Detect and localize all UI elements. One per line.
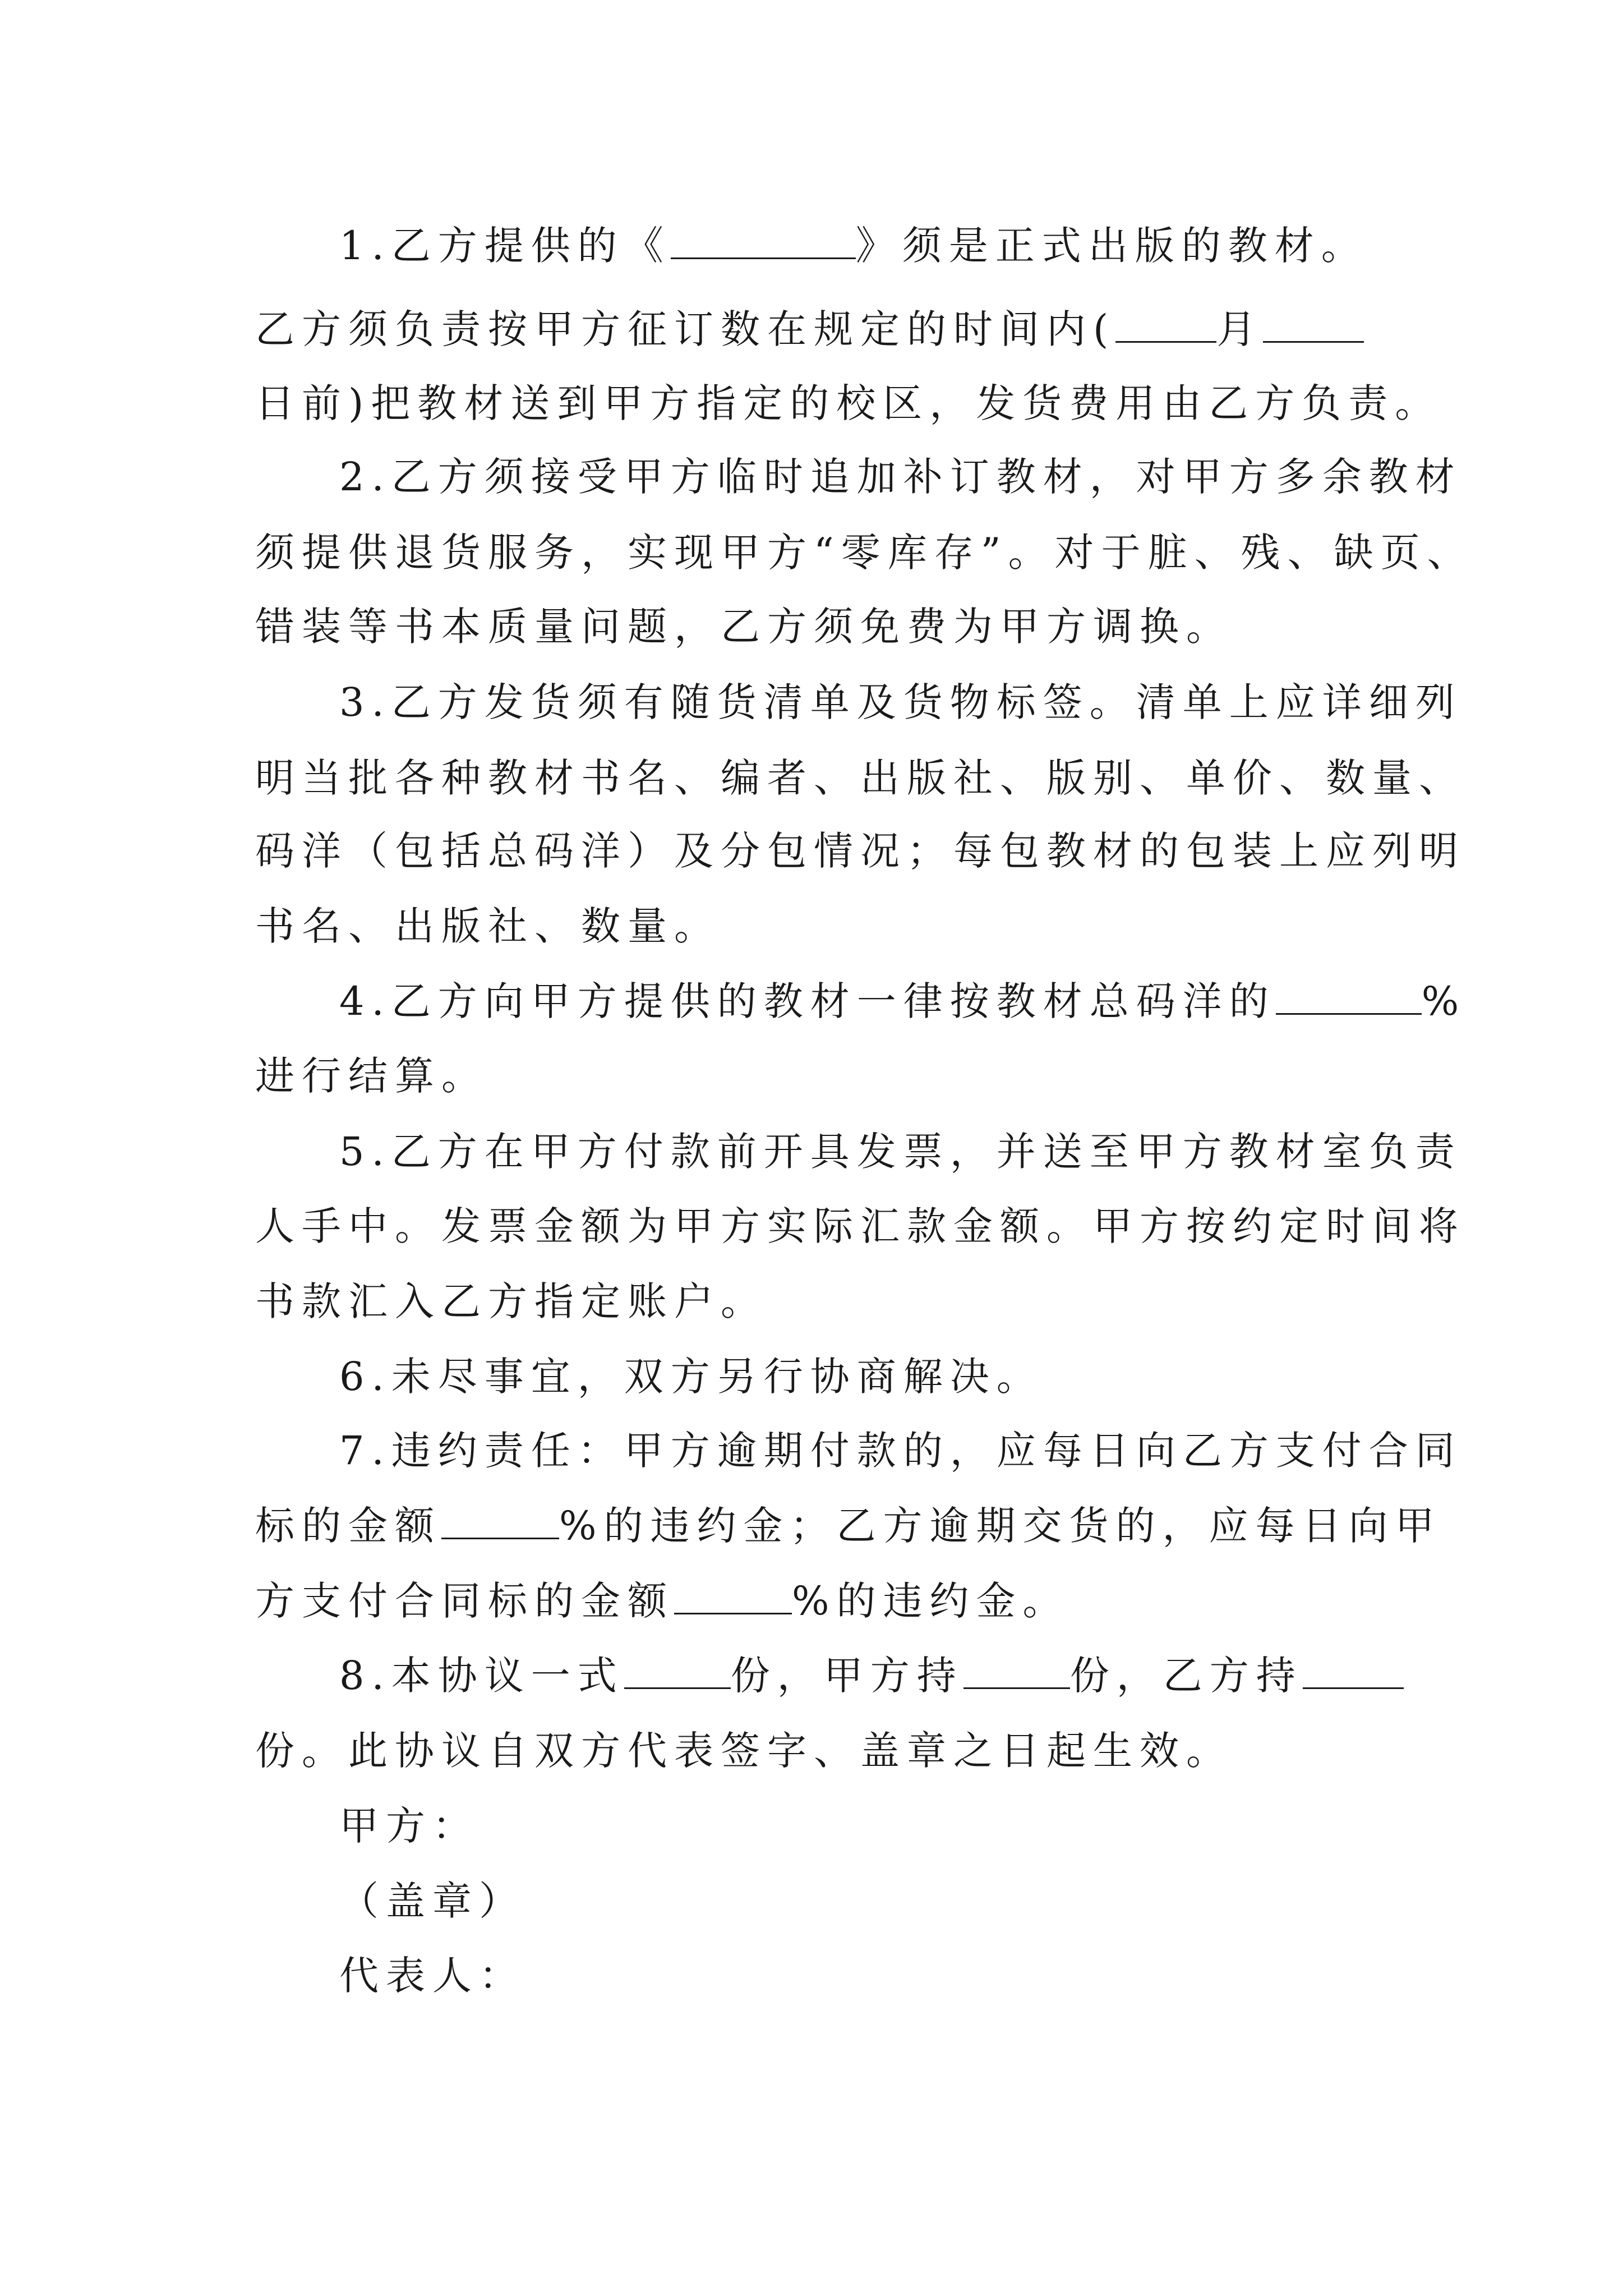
clause-3-line-4: 书名、出版社、数量。 — [255, 903, 721, 949]
blank-settlement-percent[interactable] — [1276, 981, 1422, 1015]
blank-party-a-copies[interactable] — [963, 1655, 1070, 1689]
clause-4-line-1: 4.乙方向甲方提供的教材一律按教材总码洋的 % — [339, 978, 1467, 1024]
clause-1-line-2: 乙方须负责按甲方征订数在规定的时间内( 月 — [255, 307, 1364, 352]
blank-total-copies[interactable] — [624, 1655, 731, 1689]
clause-7-line-2: 标的金额 %的违约金；乙方逾期交货的，应每日向甲 — [255, 1503, 1442, 1549]
clause-1-line-1: 1.乙方提供的《 》须是正式出版的教材。 — [339, 223, 1368, 269]
clause-5-line-3: 书款汇入乙方指定账户。 — [255, 1278, 767, 1324]
blank-party-b-copies[interactable] — [1303, 1655, 1404, 1689]
clause-2-line-2: 须提供退货服务，实现甲方“零库存”。对于脏、残、缺页、 — [255, 530, 1474, 576]
clause-6-line-1: 6.未尽事宜，双方另行协商解决。 — [339, 1354, 1043, 1400]
clause-3-line-1: 3.乙方发货须有随货清单及货物标签。清单上应详细列 — [339, 679, 1462, 725]
clause-2-line-1: 2.乙方须接受甲方临时追加补订教材，对甲方多余教材 — [339, 454, 1462, 500]
clause-7-line-1: 7.违约责任：甲方逾期付款的，应每日向乙方支付合同 — [339, 1428, 1462, 1474]
clause-4-line-2: 进行结算。 — [255, 1053, 488, 1099]
clause-8-line-1: 8.本协议一式 份，甲方持 份，乙方持 — [339, 1653, 1404, 1698]
clause-3-line-3: 码洋（包括总码洋）及分包情况；每包教材的包装上应列明 — [255, 828, 1465, 874]
clause-8-line-2: 份。此协议自双方代表签字、盖章之日起生效。 — [255, 1728, 1233, 1774]
clause-5-line-1: 5.乙方在甲方付款前开具发票，并送至甲方教材室负责 — [339, 1129, 1462, 1175]
clause-1-line-3: 日前)把教材送到甲方指定的校区，发货费用由乙方负责。 — [255, 380, 1442, 426]
clause-3-line-2: 明当批各种教材书名、编者、出版社、版别、单价、数量、 — [255, 755, 1465, 801]
seal-label: （盖章） — [339, 1878, 525, 1924]
clause-2-line-3: 错装等书本质量问题，乙方须免费为甲方调换。 — [255, 604, 1233, 650]
blank-day[interactable] — [1263, 309, 1364, 343]
blank-month[interactable] — [1115, 309, 1216, 343]
representative-label: 代表人： — [339, 1953, 525, 1999]
blank-party-b-penalty-percent[interactable] — [674, 1580, 792, 1614]
blank-party-a-penalty-percent[interactable] — [441, 1505, 559, 1539]
party-a-label: 甲方： — [339, 1803, 479, 1849]
clause-5-line-2: 人手中。发票金额为甲方实际汇款金额。甲方按约定时间将 — [255, 1203, 1465, 1249]
blank-textbook-title[interactable] — [671, 225, 856, 259]
clause-7-line-3: 方支付合同标的金额 %的违约金。 — [255, 1578, 1069, 1624]
